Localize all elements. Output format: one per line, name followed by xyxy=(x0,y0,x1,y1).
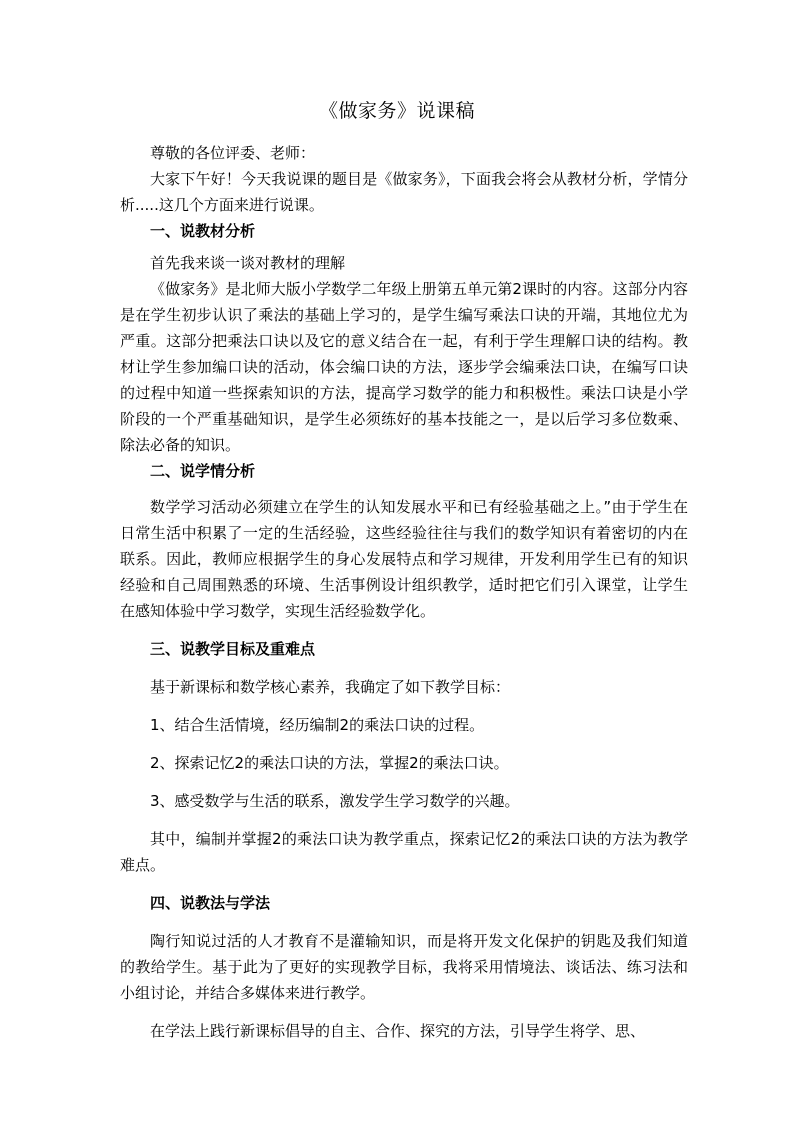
teaching-methods-paragraph: 陶行知说过活的人才教育不是灌输知识，而是将开发文化保护的钥匙及我们知道的教给学生。基于此为了更好的实现教学目标，我将采用情境法、谈话法、练习法和小组讨论，并结合多媒体来进行教学。 xyxy=(120,932,688,1002)
student-analysis-paragraph: 数学学习活动必须建立在学生的认知发展水平和已有经验基础之上。”由于学生在日常生活中积累了一定的生活经验，这些经验往往与我们的数学知识有着密切的内在联系。因此，教师应根据学生的身心发展特点和学习规律，开发利用学生已有的知识经验和自己周围熟悉的环境、生活事例设计组织教学，适时把它们引入课堂，让学生在感知体验中学习数学，实现生活经验数学化。 xyxy=(120,498,688,620)
greeting-paragraph: 尊敬的各位评委、老师： xyxy=(150,144,316,162)
goal-item-3: 3、感受数学与生活的联系，激发学生学习数学的兴趣。 xyxy=(150,792,520,810)
textbook-analysis-paragraph: 《做家务》是北师大版小学数学二年级上册第五单元第2课时的内容。这部分内容是在学生初步认识了乘法的基础上学习的，是学生编写乘法口诀的开端，其地位尤为严重。这部分把乘法口诀以及它的意义结合在一起，有利于学生理解口诀的结构。教材让学生参加编口诀的活动，体会编口诀的方法，逐步学会编乘法口诀，在编写口诀的过程中知道一些探索知识的方法，提高学习数学的能力和积极性。乘法口诀是小学阶段的一个严重基础知识，是学生必须练好的基本技能之一，是以后学习多位数乘、除法必备的知识。 xyxy=(120,280,688,454)
goals-lead-paragraph: 基于新课标和数学核心素养，我确定了如下教学目标： xyxy=(150,678,511,696)
section-heading-textbook: 一、说教材分析 xyxy=(150,222,256,240)
goal-item-1: 1、结合生活情境，经历编制2的乘法口诀的过程。 xyxy=(150,716,485,734)
goal-item-2: 2、探索记忆2的乘法口诀的方法，掌握2的乘法口诀。 xyxy=(150,754,509,772)
textbook-lead-paragraph: 首先我来谈一谈对教材的理解 xyxy=(150,254,346,272)
section-heading-goals: 三、说教学目标及重难点 xyxy=(150,640,316,658)
learning-methods-paragraph: 在学法上践行新课标倡导的自主、合作、探究的方法，引导学生将学、思、 xyxy=(150,1022,646,1040)
section-heading-students: 二、说学情分析 xyxy=(150,462,256,480)
key-points-paragraph: 其中，编制并掌握2的乘法口诀为教学重点，探索记忆2的乘法口诀的方法为教学难点。 xyxy=(120,830,688,874)
document-title: 《做家务》说课稿 xyxy=(318,100,475,122)
section-heading-methods: 四、说教法与学法 xyxy=(150,894,271,912)
intro-paragraph: 大家下午好！今天我说课的题目是《做家务》，下面我会将会从教材分析，学情分析.....这几个方面来进行说课。 xyxy=(120,170,688,214)
document-body xyxy=(120,140,688,1044)
